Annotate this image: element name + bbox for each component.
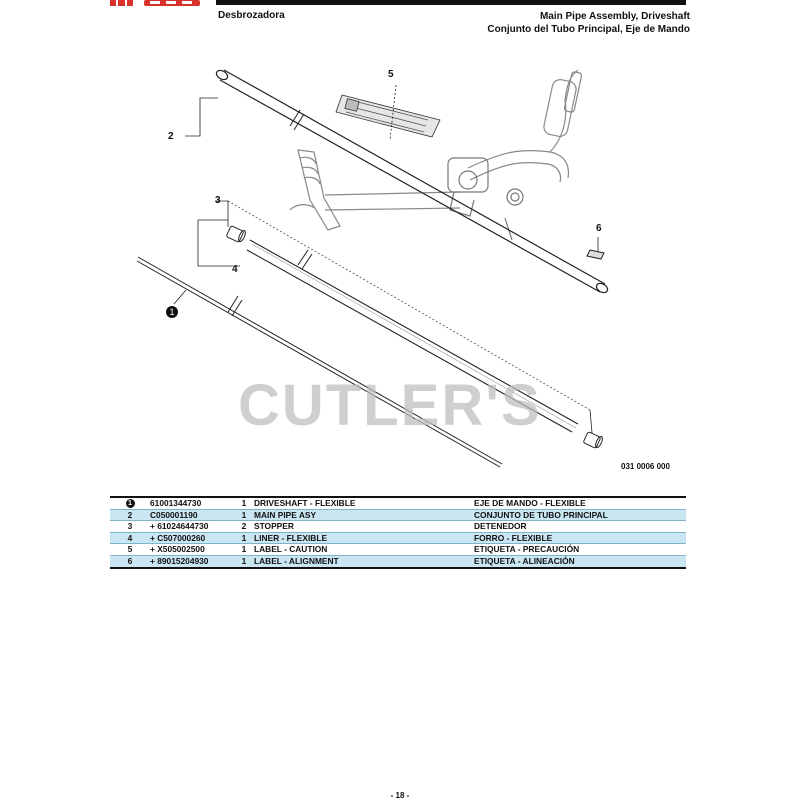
main-pipe-drawing (215, 69, 609, 295)
quantity: 1 (234, 532, 254, 544)
table-row (110, 555, 686, 567)
page-title (487, 10, 690, 36)
page-number: - 18 - (390, 791, 410, 800)
part-number: + 89015204930 (150, 555, 234, 567)
description-spanish: FORRO - FLEXIBLE (474, 532, 686, 544)
callout-6: 6 (596, 223, 602, 234)
callout-3: 3 (215, 195, 221, 206)
part-number: 61001344730 (150, 497, 234, 509)
ref-number: 2 (110, 509, 150, 521)
description-english: STOPPER (254, 521, 474, 533)
description-english: LINER - FLEXIBLE (254, 532, 474, 544)
product-name: Desbrozadora (218, 10, 285, 21)
description-english: MAIN PIPE ASY (254, 509, 474, 521)
quantity: 1 (234, 509, 254, 521)
quantity: 1 (234, 497, 254, 509)
ref-number: 6 (110, 555, 150, 567)
drawing-number: 031 0006 000 (621, 462, 670, 471)
table-row (110, 532, 686, 544)
description-spanish: ETIQUETA - PRECAUCIÓN (474, 544, 686, 556)
ref-cell (110, 497, 150, 509)
table-row (110, 509, 686, 521)
part-number: + 61024644730 (150, 521, 234, 533)
handle-assembly-drawing (290, 70, 582, 240)
brand-logo (108, 0, 208, 8)
callout-5: 5 (388, 69, 394, 80)
caution-label-drawing (336, 95, 440, 137)
stopper-bottom-drawing (583, 432, 604, 449)
table-row (110, 497, 686, 509)
part-number: C050001190 (150, 509, 234, 521)
description-english: LABEL - CAUTION (254, 544, 474, 556)
quantity: 1 (234, 555, 254, 567)
description-english: LABEL - ALIGNMENT (254, 555, 474, 567)
page-title-spanish: Conjunto del Tubo Principal, Eje de Mando (487, 24, 690, 35)
description-spanish: CONJUNTO DE TUBO PRINCIPAL (474, 509, 686, 521)
description-spanish: EJE DE MANDO - FLEXIBLE (474, 497, 686, 509)
ref-number: 3 (110, 521, 150, 533)
callout-1-badge: 1 (166, 306, 178, 318)
description-spanish: ETIQUETA - ALINEACIÓN (474, 555, 686, 567)
quantity: 1 (234, 544, 254, 556)
ref-number: 5 (110, 544, 150, 556)
description-spanish: DETENEDOR (474, 521, 686, 533)
table-row (110, 544, 686, 556)
callout-1 (166, 303, 178, 321)
ref-number: 4 (110, 532, 150, 544)
callout-2: 2 (168, 131, 174, 142)
quantity: 2 (234, 521, 254, 533)
part-number: + X505002500 (150, 544, 234, 556)
stopper-top-drawing (226, 226, 247, 243)
header-rule (216, 0, 686, 5)
table-row (110, 521, 686, 533)
alignment-label-drawing (587, 250, 604, 259)
description-english: DRIVESHAFT - FLEXIBLE (254, 497, 474, 509)
ref-number: 1 (126, 499, 135, 508)
watermark: CUTLER'S (238, 373, 542, 438)
page-title-english: Main Pipe Assembly, Driveshaft (539, 11, 690, 22)
callout-4: 4 (232, 264, 238, 275)
parts-list-table (110, 496, 686, 569)
part-number: + C507000260 (150, 532, 234, 544)
